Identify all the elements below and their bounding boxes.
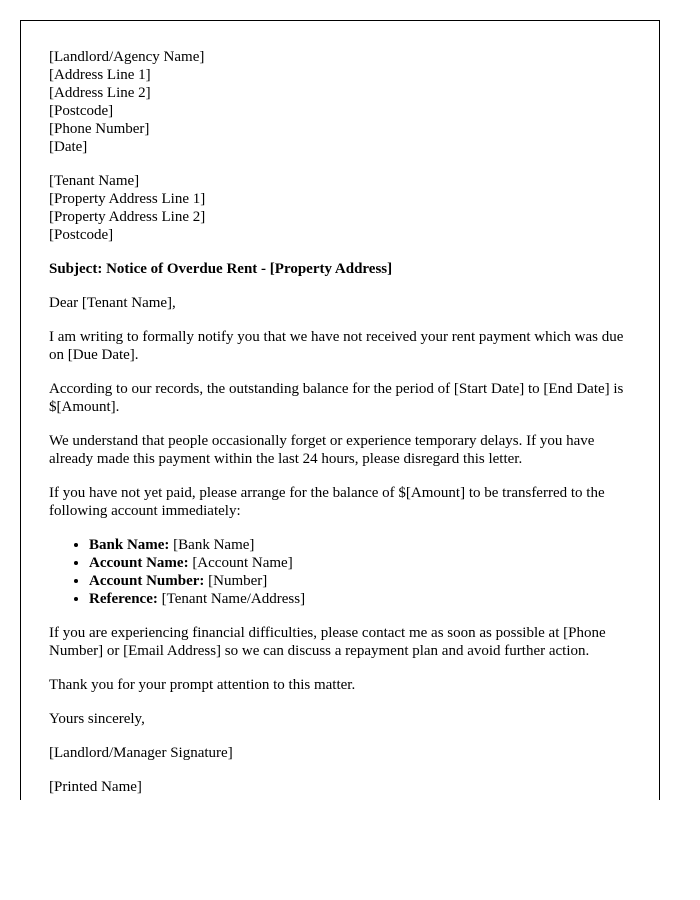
- bank-details-item: [89, 554, 639, 572]
- letter-body: [49, 48, 639, 800]
- paragraph-outstanding-balance: According to our records, the outstanding balance for the period of [Start Date] to [End Date] is $[Amount].: [49, 381, 624, 415]
- sender-address-line-2: [Address Line 2]: [49, 85, 151, 101]
- reference-value: [Tenant Name/Address]: [157, 591, 306, 607]
- account-name-label: Account Name:: [89, 555, 189, 571]
- bank-details-item: [89, 572, 639, 590]
- recipient-address-line-2: [Property Address Line 2]: [49, 209, 206, 225]
- printed-name: [Printed Name]: [49, 779, 142, 795]
- account-name-value: [Account Name]: [188, 555, 293, 571]
- sender-address-line-1: [Address Line 1]: [49, 67, 151, 83]
- letter-page: [20, 20, 660, 800]
- sender-postcode: [Postcode]: [49, 103, 114, 119]
- letter-date: [Date]: [49, 139, 88, 155]
- signature-placeholder: [Landlord/Manager Signature]: [49, 745, 233, 761]
- salutation: Dear [Tenant Name],: [49, 295, 176, 311]
- paragraph-payment-request: If you have not yet paid, please arrange for the balance of $[Amount] to be transferred to the following account immediately:: [49, 485, 605, 519]
- bank-details-list: [49, 536, 639, 608]
- reference-label: Reference:: [89, 591, 158, 607]
- recipient-name: [Tenant Name]: [49, 173, 140, 189]
- recipient-postcode: [Postcode]: [49, 227, 114, 243]
- subject-line: Subject: Notice of Overdue Rent - [Property Address]: [49, 261, 393, 277]
- recipient-address-line-1: [Property Address Line 1]: [49, 191, 206, 207]
- account-number-label: Account Number:: [89, 573, 205, 589]
- paragraph-disregard-note: We understand that people occasionally forget or experience temporary delays. If you have already made this payment within the last 24 hours, please disregard this letter.: [49, 433, 595, 467]
- bank-details-item: [89, 590, 639, 608]
- bank-details-item: [89, 536, 639, 554]
- sender-phone: [Phone Number]: [49, 121, 150, 137]
- sender-name: [Landlord/Agency Name]: [49, 49, 205, 65]
- paragraph-financial-difficulties: If you are experiencing financial difficulties, please contact me as soon as possible at [Phone Number] or [Email Address] so we can discuss a repayment plan and avoid further action.: [49, 625, 606, 659]
- recipient-address-block: [49, 172, 639, 244]
- sender-address-block: [49, 48, 639, 156]
- account-number-value: [Number]: [204, 573, 268, 589]
- paragraph-thank-you: Thank you for your prompt attention to this matter.: [49, 677, 356, 693]
- paragraph-due-notice: I am writing to formally notify you that we have not received your rent payment which was due on [Due Date].: [49, 329, 624, 363]
- bank-name-value: [Bank Name]: [169, 537, 255, 553]
- sign-off: Yours sincerely,: [49, 711, 145, 727]
- bank-name-label: Bank Name:: [89, 537, 170, 553]
